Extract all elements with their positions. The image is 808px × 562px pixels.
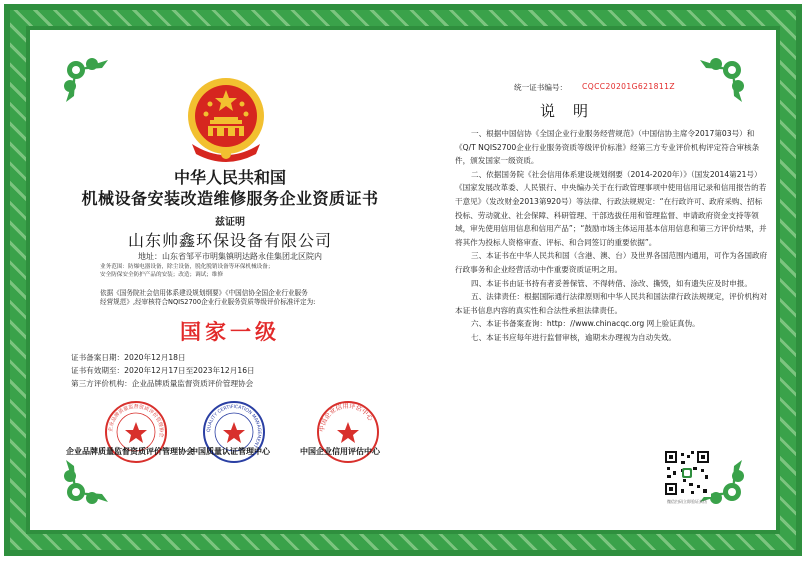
business-scope-line: 业务范围：防爆电器设备，除尘设备，脱化脱销设备等环保机械设备； (100, 264, 274, 270)
evaluation-basis (100, 289, 390, 307)
evaluation-basis-line: 经营规范》,经审核符合NQIS2700企业行业服务资质等级评价标准评定为: (100, 298, 316, 306)
explanation-item: 二、依据国务院《社会信用体系建设规划纲要（2014-2020年）》（国发2014第21号）《国家发展改革委、人民银行、中央编办关于在行政管理事项中使用信用记录和信用报告的若干意见》（发改财金2013第920号）等法律、行政法规规定：“在行政许可、政府采购、招标投标、劳动就业、社会保障、科研管理、干部选拔任用和管理监督、申请政府资金支持等领域，审先使用信用信息和信用产品”；“鼓励市场主体运用基本信用信息和第三方评价结果，并将其作为投标人资格审查、评标、和合同签订的重要依据”。 (455, 169, 767, 247)
seal-caption: 中国质量认证管理中心 (190, 447, 270, 456)
explanation-item: 五、法律责任：根据国际通行法律原则和中华人民共和国法律行政法规规定，评价机构对本证书信息内容的真实性和合法性承担法律责任。 (455, 292, 768, 315)
corner-ornament-icon (58, 52, 118, 112)
certificate-title-line1: 中华人民共和国 (173, 168, 286, 187)
record-date: 证书备案日期：2020年12月18日 (71, 353, 186, 362)
explanation-notes (455, 127, 769, 345)
evaluation-basis-line: 依据《国务院社会信用体系建设规划纲要》《中国信协全国企业行业服务 (100, 289, 308, 297)
explanation-item: 四、本证书由证书持有者妥善保管、不得转借、涂改、撕毁，如有遗失应及时申报。 (471, 278, 752, 288)
certificate-title-line2: 机械设备安装改造维修服务企业资质证书 (81, 189, 379, 208)
business-scope (100, 263, 380, 279)
certify-label: 兹证明 (215, 217, 245, 228)
business-scope-line: 安全防保安全防护产品的安装；改造；调试；维修 (100, 272, 224, 278)
validity-period: 证书有效期至：2020年12月17日至2023年12月16日 (71, 366, 255, 375)
qr-caption: 微信扫码立即验证真伪 (667, 499, 707, 504)
seal-ring-text: 企业品牌质量监督资质评价管理协会 (107, 403, 165, 438)
seal-caption: 中国企业信用评估中心 (300, 447, 380, 456)
evaluation-agency: 第三方评价机构：企业品牌质量监督资质评价管理协会 (71, 379, 254, 388)
grade-level: 国家一级 (180, 320, 280, 344)
certificate-number-value: CQCC20201G621811Z (582, 82, 675, 91)
national-emblem-icon (178, 74, 274, 164)
explanation-item: 六、本证书备案查询：http：//www.chinacqc.org 网上验证真伪。 (471, 319, 700, 329)
corner-ornament-icon (690, 52, 750, 112)
seal-ring-text: QUALITY CERTIFICATION MANAGEMENT (206, 404, 262, 449)
certificate-number-label: 统一证书编号： (514, 83, 568, 92)
explanation-item: 三、本证书在中华人民共和国（含港、澳、台）及世界各国范围内通用，可作为各国政府行政事务和企业经营活动中作重要资质证明之用。 (455, 251, 768, 274)
explanation-heading: 说明 (540, 102, 607, 120)
seal-ring-text: 中国企业信用评估中心 (317, 401, 375, 433)
explanation-item: 七、本证书应每年进行监督审核，逾期未办理视为自动失效。 (471, 332, 677, 342)
seal-caption: 企业品牌质量监督资质评价管理协会 (66, 447, 194, 456)
verification-qr-code-icon[interactable] (663, 449, 711, 497)
company-address: 地址：山东省邹平市明集镇明达路永佳集团北区院内 (138, 252, 322, 261)
explanation-item: 一、根据中国信协《全国企业行业服务经营规范》（中国信协主席令2017第03号）和《Q/T NQIS2700企业行业服务资质等级评价标准》经第三方专业评价机构评定符合审核条件，颁发国家一级资质。 (455, 129, 760, 166)
company-name: 山东帅鑫环保设备有限公司 (127, 231, 332, 250)
